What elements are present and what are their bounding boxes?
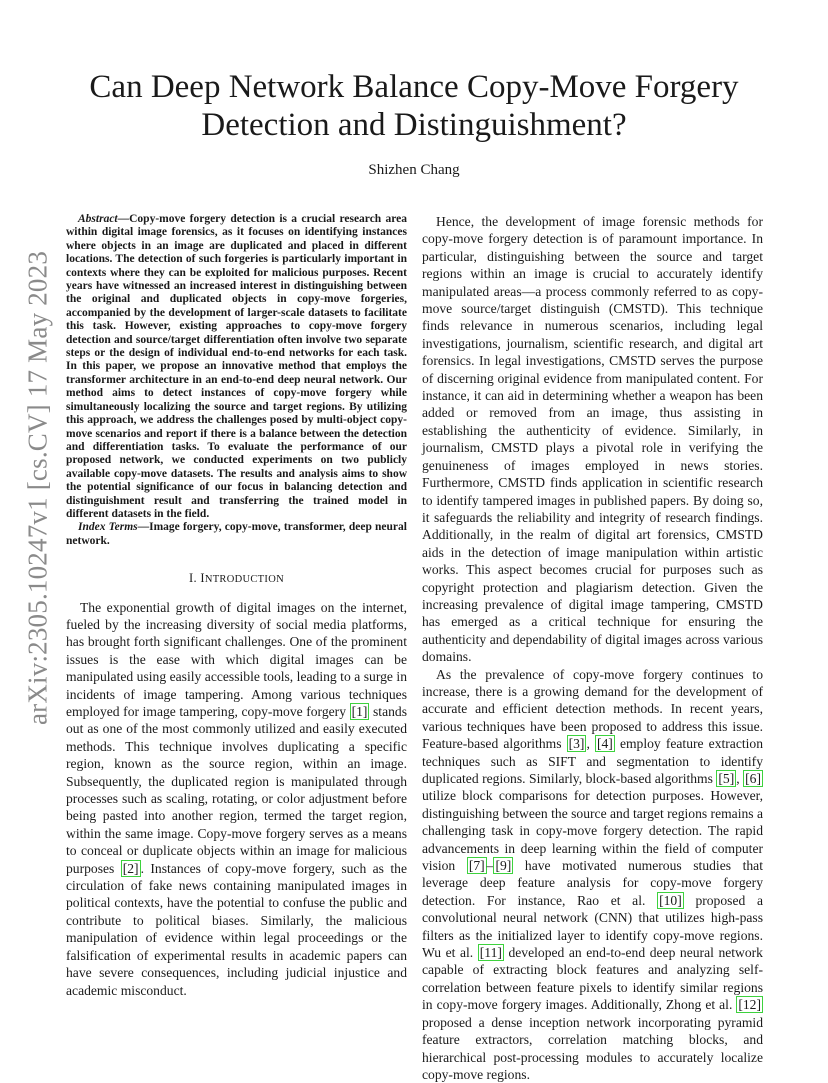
text-run: As the prevalence of copy-move forgery continues to increase, there is a growing demand for the development of accurate and efficient detection methods. In recent years, various techniques have been proposed to address this issue. Feature-based algorithms [422, 666, 763, 752]
citation-link[interactable]: [10] [659, 892, 682, 908]
index-terms-text: Image forgery, copy-move, transformer, deep neural network. [66, 521, 407, 547]
paper-title: Can Deep Network Balance Copy-Move Forgery Detection and Distinguishment? [89, 69, 739, 143]
intro-paragraph-3 [422, 666, 763, 1083]
index-terms: Index Terms—Image forgery, copy-move, transformer, deep neural network. [66, 521, 407, 547]
citation-link[interactable]: [7] [468, 858, 485, 874]
left-column [66, 213, 407, 999]
citation-link[interactable]: [9] [495, 858, 512, 874]
abstract-text: Copy-move forgery detection is a crucial research area within digital image forensics, as it focuses on identifying instances where objects in an image are duplicated and placed in different locations. The detection of such forgeries is particularly important in contexts where they can be exploited for malicious purposes. Recent years have witnessed an increased interest in distinguishing between the original and duplicated objects in copy-move forgeries, accompanied by the development of larger-scale datasets to facilitate this task. However, existing approaches to copy-move forgery detection and source/target differentiation often involve two separate steps or the design of individual end-to-end networks for each task. In this paper, we propose an innovative method that employs the transformer architecture in an end-to-end deep neural network. Our method aims to detect instances of copy-move forgery while simultaneously localizing the source and target regions. By utilizing this approach, we address the challenges posed by multi-object copy-move scenarios and report if there is a balance between the detection and differentiation tasks. To evaluate the performance of our proposed network, we conducted experiments on two publicly available copy-move datasets. The results and analysis aims to show the potential significance of our focus in balancing detection and distinguishment result and transferring the trained model in different datasets in the field. [66, 213, 407, 520]
section-title-rest: NTRODUCTION [204, 574, 284, 586]
text-run: The exponential growth of digital images on the internet, fueled by the increasing diversity of social media platforms, has brought forth significant challenges. One of the prominent issues is the ease with which digital images can be manipulated using easily accessible tools, leading to a surge in incidents of image tampering. Among various techniques employed for image tampering, copy-move forgery [66, 599, 407, 719]
citation-link[interactable]: [2] [122, 860, 139, 876]
author-name: Shizhen Chang [368, 162, 460, 178]
right-column [422, 213, 763, 1083]
citation-link[interactable]: [11] [479, 945, 502, 961]
abstract: Abstract—Copy-move forgery detection is a crucial research area within digital image forensics, as it focuses on identifying instances where objects in an image are duplicated and placed in different locations. The detection of such forgeries is particularly important in contexts where they can be exploited for malicious purposes. Recent years have witnessed an increased interest in distinguishing between the original and duplicated objects in copy-move forgeries, accompanied by the development of larger-scale datasets to facilitate this task. However, existing approaches to copy-move forgery detection and source/target differentiation often involve two separate steps or the design of individual end-to-end networks for each task. In this paper, we propose an innovative method that employs the transformer architecture in an end-to-end deep neural network. Our method aims to detect instances of copy-move forgery while simultaneously localizing the source and target regions. By utilizing this approach, we address the challenges posed by multi-object copy-move scenarios and report if there is a balance between the detection and differentiation tasks. To evaluate the performance of our proposed network, we conducted experiments on two publicly available copy-move datasets. The results and analysis aims to show the potential significance of our focus in balancing detection and distinguishment result and transferring the trained model in different datasets in the field. [66, 213, 407, 520]
index-terms-label: Index Terms [78, 521, 138, 534]
citation-link[interactable]: [4] [596, 736, 613, 752]
text-run: , [586, 736, 595, 752]
arxiv-identifier-stamp [18, 250, 58, 726]
text-run: proposed a convolutional neural network (CNN) that utilizes high-pass filters as the initialized layer to identify copy-move regions. Wu et al. [422, 892, 763, 961]
section-heading-introduction [66, 570, 407, 588]
abstract-label: Abstract [78, 213, 118, 225]
text-run: stands out as one of the most commonly utilized and easily executed methods. This technique involves duplicating a specific region, known as the source region, within an image. Subsequently, the duplicated region is manipulated through processes such as scaling, rotating, or color adjustment before being pasted into another region, termed the target region, within the same image. Copy-move forgery serves as a means to conceal or duplicate objects within an image for malicious purposes [66, 704, 408, 876]
text-run: , [736, 771, 744, 786]
text-run: – [486, 858, 494, 874]
intro-paragraph-1 [66, 599, 407, 999]
citation-link[interactable]: [3] [568, 736, 585, 752]
citation-link[interactable]: [12] [738, 997, 761, 1013]
text-run: have motivated numerous studies that leverage deep feature analysis for copy-move forgery detection. For instance, Rao et al. [422, 858, 763, 908]
text-run: proposed a dense inception network incorporating pyramid feature extractors, correlation matching blocks, and hierarchical post-processing modules to accurately localize copy-move regions. [422, 1014, 763, 1082]
citation-link[interactable]: [5] [718, 771, 735, 786]
text-run: employ feature extraction techniques such as SIFT and segmentation to identify duplicated regions. Similarly, block-based algorithms [422, 736, 764, 786]
section-number: I. [189, 571, 197, 586]
text-run: developed an end-to-end deep neural network capable of extracting block features and analyzing self-correlation between feature pixels to identify similar regions in copy-move forgery images. Additionally, Zhong et al. [422, 945, 763, 1013]
citation-link[interactable]: [6] [745, 771, 762, 786]
text-run: . Instances of copy-move forgery, such as the circulation of fake news containing manipulated images in political contexts, have the potential to confuse the public and contribute to political biases. Similarly, the malicious manipulation of evidence within legal proceedings or the falsification of experimental results in academic papers can have severe consequences, including judicial injustice and academic misconduct. [66, 860, 407, 998]
intro-paragraph-2: Hence, the development of image forensic methods for copy-move forgery detection is of paramount importance. In particular, distinguishing between the source and target regions within an image is crucial to accurately identify manipulated areas—a process commonly referred to as copy-move source/target distinguish (CMSTD). This technique finds relevance in numerous scenarios, including legal investigations, journalism, scientific research, and digital art forensics. In legal investigations, CMSTD serves the purpose of discerning original evidence from manipulated content. For instance, it can aid in determining whether a weapon has been added or removed from an image, thus assisting in establishing the authenticity of evidence. Similarly, in journalism, CMSTD plays a pivotal role in verifying the genuineness of images employed in news stories. Furthermore, CMSTD finds application in scientific research to identify tampered images in published papers. By doing so, it safeguards the reliability and integrity of research findings. Additionally, in the realm of digital art forensics, CMSTD aids in the detection of image manipulation within artistic works. This aspect becomes crucial for purposes such as copyright protection and plagiarism detection. Given the increasing prevalence of digital image tampering, CMSTD has emerged as a critical technique for ensuring the authenticity and dependability of digital images across various domains. [422, 214, 763, 665]
text-run: utilize block comparisons for detection purposes. However, distinguishing between the source and target regions remains a challenging task in copy-move forgery detection. The rapid advancements in deep learning within the field of computer vision [422, 788, 764, 874]
citation-link[interactable]: [1] [351, 704, 368, 719]
arxiv-id-text: arXiv:2305.10247v1 [cs.CV] 17 May 2023 [22, 250, 53, 726]
section-title-initial: I [200, 571, 205, 586]
